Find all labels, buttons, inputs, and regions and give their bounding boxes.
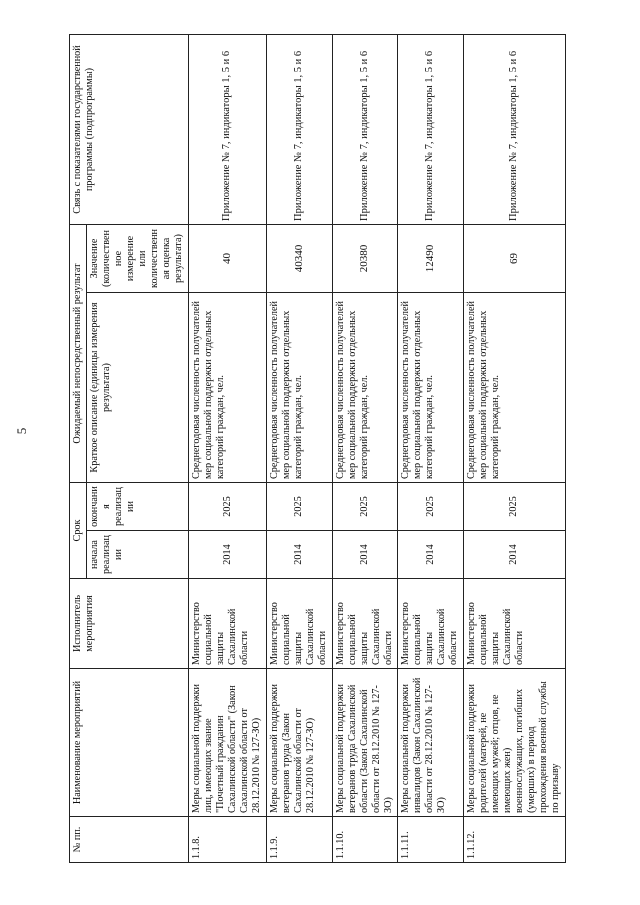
row-name: Меры социальной поддержки инвалидов (Закон Сахалинской области от 28.12.2010 № 127-ЗО) bbox=[398, 669, 464, 817]
header-result-value: Значение (количественное измерение или количественная оценка результата) bbox=[87, 224, 189, 292]
row-num: 1.1.11. bbox=[398, 817, 464, 863]
row-executor: Министерство социальной защиты Сахалинской области bbox=[332, 579, 398, 669]
row-executor: Министерство социальной защиты Сахалинской области bbox=[189, 579, 267, 669]
row-desc: Среднегодовая численность получателей мер социальной поддержки отдельных категорий граждан, чел. bbox=[189, 293, 267, 483]
row-desc: Среднегодовая численность получателей мер социальной поддержки отдельных категорий граждан, чел. bbox=[463, 293, 565, 483]
row-value: 12490 bbox=[398, 224, 464, 292]
row-name: Меры социальной поддержки ветеранов труда (Закон Сахалинской области от 28.12.2010 № 127-ЗО) bbox=[266, 669, 332, 817]
row-end: 2025 bbox=[463, 483, 565, 531]
row-desc: Среднегодовая численность получателей мер социальной поддержки отдельных категорий граждан, чел. bbox=[398, 293, 464, 483]
row-start: 2014 bbox=[332, 531, 398, 579]
table-row bbox=[398, 34, 464, 862]
header-num: № пп. bbox=[70, 817, 189, 863]
header-term-start: начала реализации bbox=[87, 531, 189, 579]
row-name: Меры социальной поддержки родителей (матерей, не имеющих мужей; отцов, не имеющих жен) военнослужащих, погибших (умерших) в период прохождения военной службы по призыву bbox=[463, 669, 565, 817]
row-end: 2025 bbox=[398, 483, 464, 531]
table-row bbox=[266, 34, 332, 862]
header-term-end: окончания реализации bbox=[87, 483, 189, 531]
row-executor: Министерство социальной защиты Сахалинской области bbox=[266, 579, 332, 669]
row-value: 40 bbox=[189, 224, 267, 292]
row-start: 2014 bbox=[189, 531, 267, 579]
header-row-1 bbox=[70, 34, 87, 862]
table-row bbox=[189, 34, 267, 862]
header-result: Ожидаемый непосредственный результат bbox=[70, 224, 87, 482]
table-row bbox=[332, 34, 398, 862]
row-num: 1.1.9. bbox=[266, 817, 332, 863]
row-name: Меры социальной поддержки лиц, имеющих звание "Почетный гражданин Сахалинской области" (Закон Сахалинской области от 28.12.2010 № 127-ЗО) bbox=[189, 669, 267, 817]
header-name: Наименование мероприятий bbox=[70, 669, 189, 817]
row-link: Приложение № 7, индикаторы 1, 5 и 6 bbox=[332, 34, 398, 224]
table-row bbox=[463, 34, 565, 862]
row-value: 69 bbox=[463, 224, 565, 292]
header-link: Связь с показателями государственной программы (подпрограммы) bbox=[70, 34, 189, 224]
row-value: 20380 bbox=[332, 224, 398, 292]
row-link: Приложение № 7, индикаторы 1, 5 и 6 bbox=[398, 34, 464, 224]
header-result-desc: Краткое описание (единицы измерения результата) bbox=[87, 293, 189, 483]
row-value: 40340 bbox=[266, 224, 332, 292]
measures-table bbox=[69, 34, 566, 863]
row-num: 1.1.10. bbox=[332, 817, 398, 863]
row-link: Приложение № 7, индикаторы 1, 5 и 6 bbox=[266, 34, 332, 224]
row-executor: Министерство социальной защиты Сахалинской области bbox=[463, 579, 565, 669]
row-end: 2025 bbox=[332, 483, 398, 531]
row-num: 1.1.12. bbox=[463, 817, 565, 863]
header-term: Срок bbox=[70, 483, 87, 579]
row-link: Приложение № 7, индикаторы 1, 5 и 6 bbox=[463, 34, 565, 224]
row-desc: Среднегодовая численность получателей мер социальной поддержки отдельных категорий граждан, чел. bbox=[332, 293, 398, 483]
row-start: 2014 bbox=[398, 531, 464, 579]
row-desc: Среднегодовая численность получателей мер социальной поддержки отдельных категорий граждан, чел. bbox=[266, 293, 332, 483]
page-number: 5 bbox=[14, 427, 29, 435]
row-num: 1.1.8. bbox=[189, 817, 267, 863]
row-start: 2014 bbox=[463, 531, 565, 579]
row-executor: Министерство социальной защиты Сахалинской области bbox=[398, 579, 464, 669]
row-end: 2025 bbox=[266, 483, 332, 531]
row-name: Меры социальной поддержки ветеранов труда Сахалинской области (Закон Сахалинской области от 28.12.2010 № 127-ЗО) bbox=[332, 669, 398, 817]
row-link: Приложение № 7, индикаторы 1, 5 и 6 bbox=[189, 34, 267, 224]
rotated-table-container bbox=[69, 35, 566, 863]
header-executor: Исполнитель мероприятия bbox=[70, 579, 189, 669]
row-end: 2025 bbox=[189, 483, 267, 531]
row-start: 2014 bbox=[266, 531, 332, 579]
